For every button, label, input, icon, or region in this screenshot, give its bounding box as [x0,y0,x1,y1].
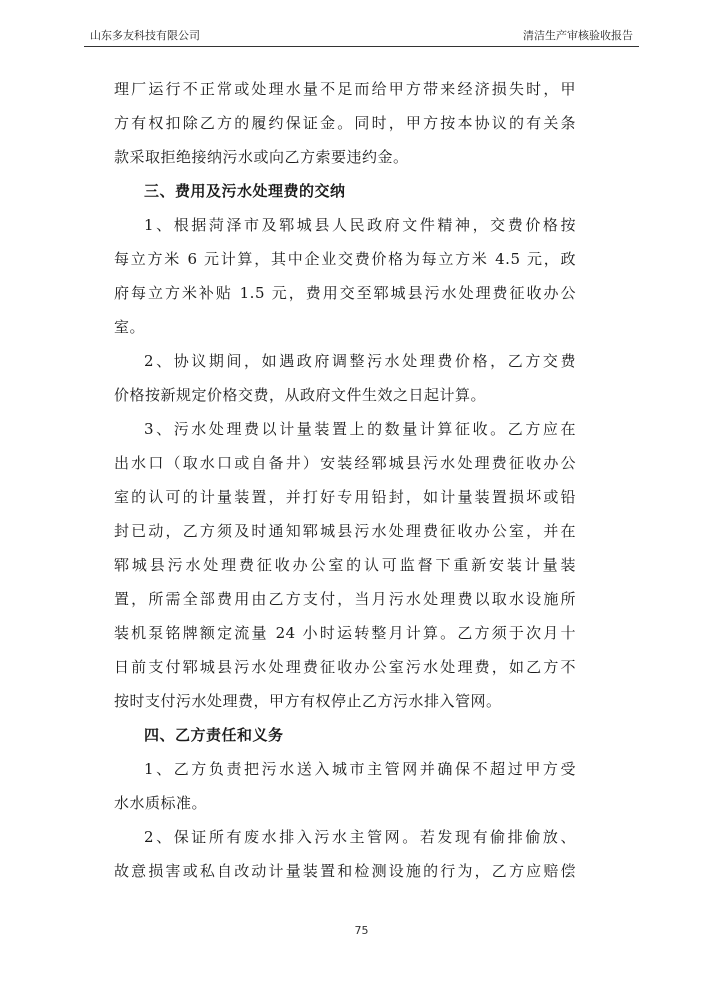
body-line: 1、乙方负责把污水送入城市主管网并确保不超过甲方受 [144,760,576,778]
body-line: 价格按新规定价格交费，从政府文件生效之日起计算。 [114,386,487,404]
body-line: 1、根据菏泽市及郓城县人民政府文件精神，交费价格按 [144,216,576,234]
body-line: 按时支付污水处理费，甲方有权停止乙方污水排入管网。 [114,692,502,710]
body-line: 室。 [114,318,146,336]
body-line: 室的认可的计量装置，并打好专用铅封，如计量装置损坏或铅 [114,488,576,506]
body-line: 每立方米 6 元计算，其中企业交费价格为每立方米 4.5 元，政 [114,250,576,268]
body-line: 3、污水处理费以计量装置上的数量计算征收。乙方应在 [144,420,576,438]
section-heading: 四、乙方责任和义务 [144,726,284,744]
document-body [114,72,576,888]
body-line: 故意损害或私自改动计量装置和检测设施的行为，乙方应赔偿 [114,862,576,880]
body-line: 封已动，乙方须及时通知郓城县污水处理费征收办公室，并在 [114,522,576,540]
body-line: 方有权扣除乙方的履约保证金。同时，甲方按本协议的有关条 [114,114,576,132]
page-header [84,24,639,47]
body-line: 2、保证所有废水排入污水主管网。若发现有偷排偷放、 [144,828,576,846]
body-line: 理厂运行不正常或处理水量不足而给甲方带来经济损失时，甲 [114,80,576,98]
body-line: 装机泵铭牌额定流量 24 小时运转整月计算。乙方须于次月十 [114,624,576,642]
body-line: 水水质标准。 [114,794,208,812]
body-line: 置，所需全部费用由乙方支付，当月污水处理费以取水设施所 [114,590,576,608]
page-number: 75 [354,924,369,937]
section-heading: 三、费用及污水处理费的交纳 [144,182,346,200]
body-line: 郓城县污水处理费征收办公室的认可监督下重新安装计量装 [114,556,576,574]
body-line: 出水口（取水口或自备井）安装经郓城县污水处理费征收办公 [114,454,576,472]
body-line: 日前支付郓城县污水处理费征收办公室污水处理费，如乙方不 [114,658,576,676]
body-line: 府每立方米补贴 1.5 元，费用交至郓城县污水处理费征收办公 [114,284,576,302]
body-line: 2、协议期间，如遇政府调整污水处理费价格，乙方交费 [144,352,576,370]
header-company: 山东多友科技有限公司 [90,29,200,42]
body-line: 款采取拒绝接纳污水或向乙方索要违约金。 [114,148,409,166]
header-report-title: 清洁生产审核验收报告 [523,29,633,42]
